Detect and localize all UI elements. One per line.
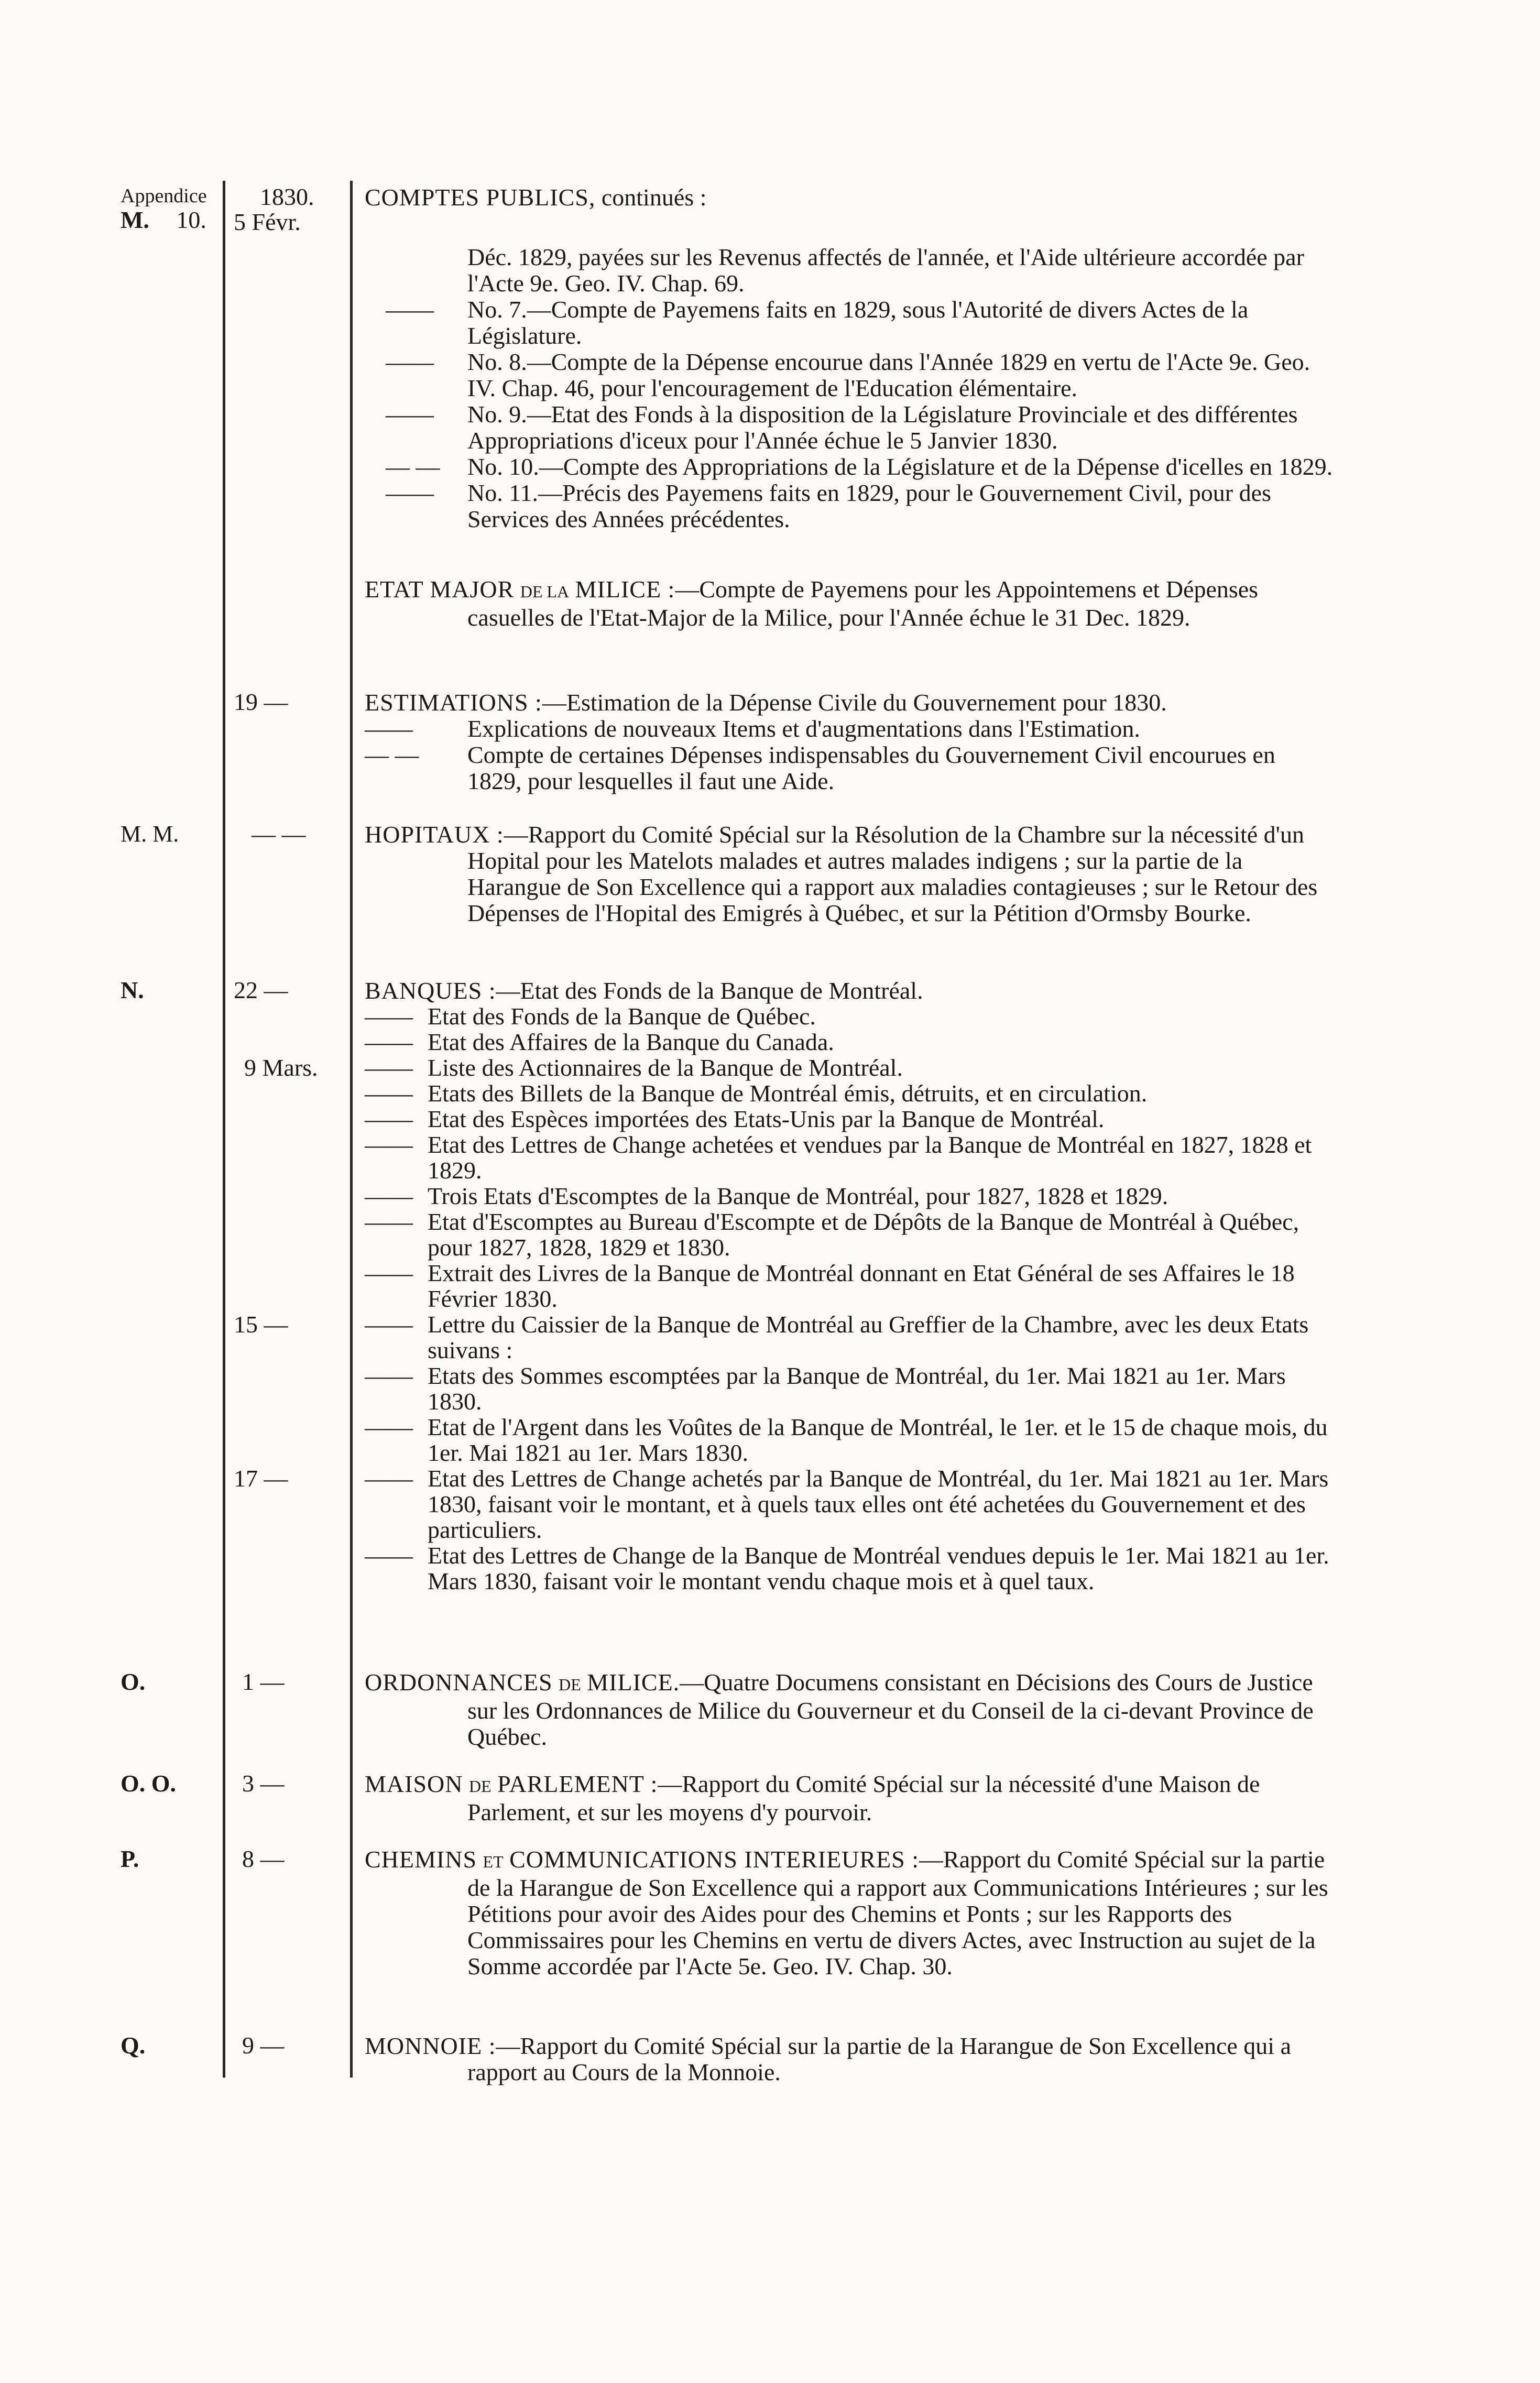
entry-line	[365, 1080, 1334, 1106]
entry-comptes-publics	[365, 184, 1334, 532]
entry-line	[365, 480, 1334, 532]
line-text: Compte de certaines Dépenses indispensables du Gouvernement Civil encourues en 1829, pour lesquelles il faut une Aide.	[467, 741, 1275, 794]
entry-date: 9 —	[242, 2032, 285, 2059]
entry-line	[234, 1465, 1334, 1543]
heading-particle: DE LA	[520, 582, 570, 601]
line-date: 9 Mars.	[244, 1054, 318, 1081]
entry-line	[234, 1311, 1334, 1363]
line-text: Etat des Lettres de Change achetées et vendues par la Banque de Montréal en 1827, 1828 et 1829.	[428, 1131, 1312, 1184]
heading-text: MONNOIE :	[365, 2032, 496, 2059]
entry-line	[244, 1054, 1334, 1081]
entry-appendix: O.	[121, 1668, 146, 1695]
heading-text: BANQUES :	[365, 977, 496, 1004]
heading-particle: DE	[559, 1675, 581, 1694]
line-text: Etats des Billets de la Banque de Montréal émis, détruits, et en circulation.	[428, 1080, 1148, 1107]
line-text: Etat des Lettres de Change de la Banque de Montréal vendues depuis le 1er. Mai 1821 au 1er. Mars 1830, faisant voir le montant vendu chaque mois et à quel taux.	[428, 1542, 1329, 1594]
line-text: Etat des Affaires de la Banque du Canada.	[428, 1029, 834, 1055]
entry-line	[365, 1183, 1334, 1209]
entry-line	[365, 1003, 1334, 1029]
entry-text: —Rapport du Comité Spécial sur la partie de la Harangue de Son Excellence qui a rapport au Cours de la Monnoie.	[467, 2032, 1291, 2085]
entry-line	[365, 1414, 1334, 1466]
line-text: No. 10.—Compte des Appropriations de la Législature et de la Dépense d'icelles en 1829.	[467, 453, 1333, 480]
line-text: No. 11.—Précis des Payemens faits en 1829, pour le Gouvernement Civil, pour des Services des Années précédentes.	[467, 479, 1271, 532]
line-text: Liste des Actionnaires de la Banque de Montréal.	[428, 1054, 903, 1081]
line-text: Trois Etats d'Escomptes de la Banque de Montréal, pour 1827, 1828 et 1829.	[428, 1183, 1168, 1209]
line-text: Explications de nouveaux Items et d'augmentations dans l'Estimation.	[467, 715, 1140, 742]
entry-line	[365, 742, 1334, 794]
line-dash: ——	[365, 1183, 413, 1209]
entry-line	[365, 1132, 1334, 1183]
entry-line	[365, 1029, 1334, 1055]
line-text: Déc. 1829, payées sur les Revenus affectés de l'année, et l'Aide ultérieure accordée par l'Acte 9e. Geo. IV. Chap. 69.	[467, 244, 1304, 297]
heading-text-2: COMMUNICATIONS INTERIEURES :	[509, 1846, 920, 1873]
entry-paragraph	[365, 690, 1334, 716]
line-dash: ——	[386, 348, 434, 375]
entry-line	[365, 244, 1334, 297]
entry-line	[365, 349, 1334, 401]
entry-paragraph	[365, 1846, 1334, 1980]
entry-paragraph	[365, 978, 1334, 1003]
heading-text: HOPITAUX :	[365, 821, 504, 848]
entry-text: —Rapport du Comité Spécial sur la nécessité d'une Maison de Parlement, et sur les moyens d'y pourvoir.	[467, 1770, 1260, 1825]
line-text: Etat d'Escomptes au Bureau d'Escompte et de Dépôts de la Banque de Montréal à Québec, pour 1827, 1828, 1829 et 1830.	[428, 1208, 1299, 1261]
entry-heading	[365, 184, 1334, 211]
line-dash: ——	[365, 1465, 413, 1492]
appendix-number: 10.	[176, 206, 206, 233]
entry-line	[365, 454, 1334, 480]
entry-date: 22 —	[234, 977, 288, 1003]
entry-text: —Etat des Fonds de la Banque de Montréal.	[496, 977, 923, 1004]
heading-text-2: MILICE.	[587, 1669, 680, 1696]
date-column-rule	[350, 181, 353, 2078]
line-text: Etat des Lettres de Change achetés par la Banque de Montréal, du 1er. Mai 1821 au 1er. Mars 1830, faisant voir le montant, et à quels taux elles ont été achetées du Gouvernement et des particuliers.	[428, 1465, 1329, 1543]
line-dash: ——	[365, 1362, 413, 1389]
line-dash: ——	[386, 296, 434, 323]
line-dash: — —	[386, 453, 440, 480]
line-dash: ——	[365, 1131, 413, 1158]
date-header	[234, 184, 349, 235]
heading-particle: ET	[483, 1852, 504, 1871]
appendix-header	[121, 184, 225, 233]
entry-text: —Quatre Documens consistant en Décisions des Cours de Justice sur les Ordonnances de Milice du Gouverneur et du Conseil de la ci-devant Province de Québec.	[467, 1669, 1314, 1750]
line-text: No. 7.—Compte de Payemens faits en 1829, sous l'Autorité de divers Actes de la Législature.	[467, 296, 1249, 349]
line-text: Etats des Sommes escomptées par la Banque de Montréal, du 1er. Mai 1821 au 1er. Mars 1830.	[428, 1362, 1286, 1415]
entry-date: — —	[252, 821, 306, 847]
line-dash: — —	[365, 741, 419, 768]
line-dash: ——	[365, 1260, 413, 1286]
heading-text: CHEMINS	[365, 1846, 477, 1873]
line-date: 15 —	[234, 1311, 288, 1338]
heading-text: MAISON	[365, 1770, 463, 1797]
line-dash: ——	[365, 1080, 413, 1107]
entry-line	[365, 1260, 1334, 1311]
appendix-letter: M.	[121, 206, 149, 233]
entry-line	[365, 716, 1334, 742]
entry-etat-major	[365, 576, 1334, 631]
date: 5 Févr.	[234, 209, 301, 235]
entry-line	[365, 1209, 1334, 1260]
entry-text: —Rapport du Comité Spécial sur la partie de la Harangue de Son Excellence qui a rapport aux Communications Intérieures ; sur les Pétitions pour avoir des Aides pour des Chemins et Ponts ; sur les Rapports des Commissaires pour les Chemins en vertu de divers Actes, avec Instruction au sujet de la Somme accordée par l'Acte 5e. Geo. IV. Chap. 30.	[467, 1846, 1328, 1980]
entry-line	[365, 1106, 1334, 1132]
heading-rest: continués :	[595, 184, 707, 211]
line-text: Extrait des Livres de la Banque de Montréal donnant en Etat Général de ses Affaires le 18 Février 1830.	[428, 1260, 1295, 1312]
heading-particle: DE	[468, 1777, 492, 1796]
heading-text: COMPTES PUBLICS,	[365, 184, 596, 211]
line-dash: ——	[365, 1106, 413, 1132]
line-dash: ——	[365, 1003, 413, 1030]
heading-text: ETAT MAJOR	[365, 576, 515, 603]
line-text: Lettre du Caissier de la Banque de Montréal au Greffier de la Chambre, avec les deux Etats suivans :	[428, 1311, 1309, 1363]
entry-date: 1 —	[242, 1668, 285, 1695]
entry-text: —Rapport du Comité Spécial sur la Résolution de la Chambre sur la nécessité d'un Hopital pour les Matelots malades et autres malades indigens ; sur la partie de la Harangue de Son Excellence qui a rapport aux maladies contagieuses ; sur le Retour des Dépenses de l'Hopital des Emigrés à Québec, et sur la Pétition d'Ormsby Bourke.	[467, 821, 1318, 926]
appendix-column-rule	[223, 181, 225, 2078]
entry-line	[365, 1363, 1334, 1414]
entry-date: 8 —	[242, 1845, 285, 1872]
line-text: Etat des Fonds de la Banque de Québec.	[428, 1003, 816, 1030]
line-dash: ——	[365, 715, 413, 742]
line-text: Etat de l'Argent dans les Voûtes de la Banque de Montréal, le 1er. et le 15 de chaque mois, du 1er. Mai 1821 au 1er. Mars 1830.	[428, 1414, 1328, 1466]
entry-appendix: P.	[121, 1845, 139, 1872]
heading-text: ESTIMATIONS :	[365, 689, 542, 716]
line-dash: ——	[365, 1414, 413, 1440]
entry-line	[365, 1543, 1334, 1594]
entry-text: —Compte de Payemens pour les Appointemens et Dépenses casuelles de l'Etat-Major de la Milice, pour l'Année échue le 31 Dec. 1829.	[467, 576, 1259, 631]
heading-text-2: MILICE :	[575, 576, 675, 603]
heading-text: ORDONNANCES	[365, 1669, 553, 1696]
line-dash: ——	[365, 1208, 413, 1235]
line-dash: ——	[365, 1542, 413, 1569]
line-date: 17 —	[234, 1465, 288, 1492]
entry-appendix: N.	[121, 977, 144, 1003]
line-dash: ——	[386, 479, 434, 506]
line-dash: ——	[386, 401, 434, 428]
line-text: No. 8.—Compte de la Dépense encourue dans l'Année 1829 en vertu de l'Acte 9e. Geo. IV. Chap. 46, pour l'encouragement de l'Education élémentaire.	[467, 348, 1310, 401]
entry-paragraph	[365, 822, 1334, 926]
line-dash: ——	[365, 1029, 413, 1055]
entry-paragraph	[365, 1669, 1334, 1750]
entry-paragraph	[365, 576, 1334, 631]
entry-date: 19 —	[234, 688, 288, 715]
entry-appendix: Q.	[121, 2032, 146, 2059]
line-dash: ——	[365, 1311, 413, 1338]
line-text: No. 9.—Etat des Fonds à la disposition de la Législature Provinciale et des différentes Appropriations d'iceux pour l'Année échue le 5 Janvier 1830.	[467, 401, 1298, 454]
heading-text-2: PARLEMENT :	[497, 1770, 658, 1797]
entry-line	[365, 297, 1334, 349]
entry-paragraph	[365, 2033, 1334, 2085]
line-text: Etat des Espèces importées des Etats-Unis par la Banque de Montréal.	[428, 1106, 1105, 1132]
appendix-label: Appendice	[121, 185, 207, 207]
entry-text: —Estimation de la Dépense Civile du Gouvernement pour 1830.	[542, 689, 1167, 716]
entry-line	[365, 401, 1334, 454]
year: 1830.	[260, 183, 314, 210]
entry-paragraph	[365, 1771, 1334, 1825]
entry-appendix: O. O.	[121, 1770, 177, 1797]
entry-appendix: M. M.	[121, 821, 179, 847]
entry-date: 3 —	[242, 1770, 285, 1797]
line-dash: ——	[365, 1054, 413, 1081]
